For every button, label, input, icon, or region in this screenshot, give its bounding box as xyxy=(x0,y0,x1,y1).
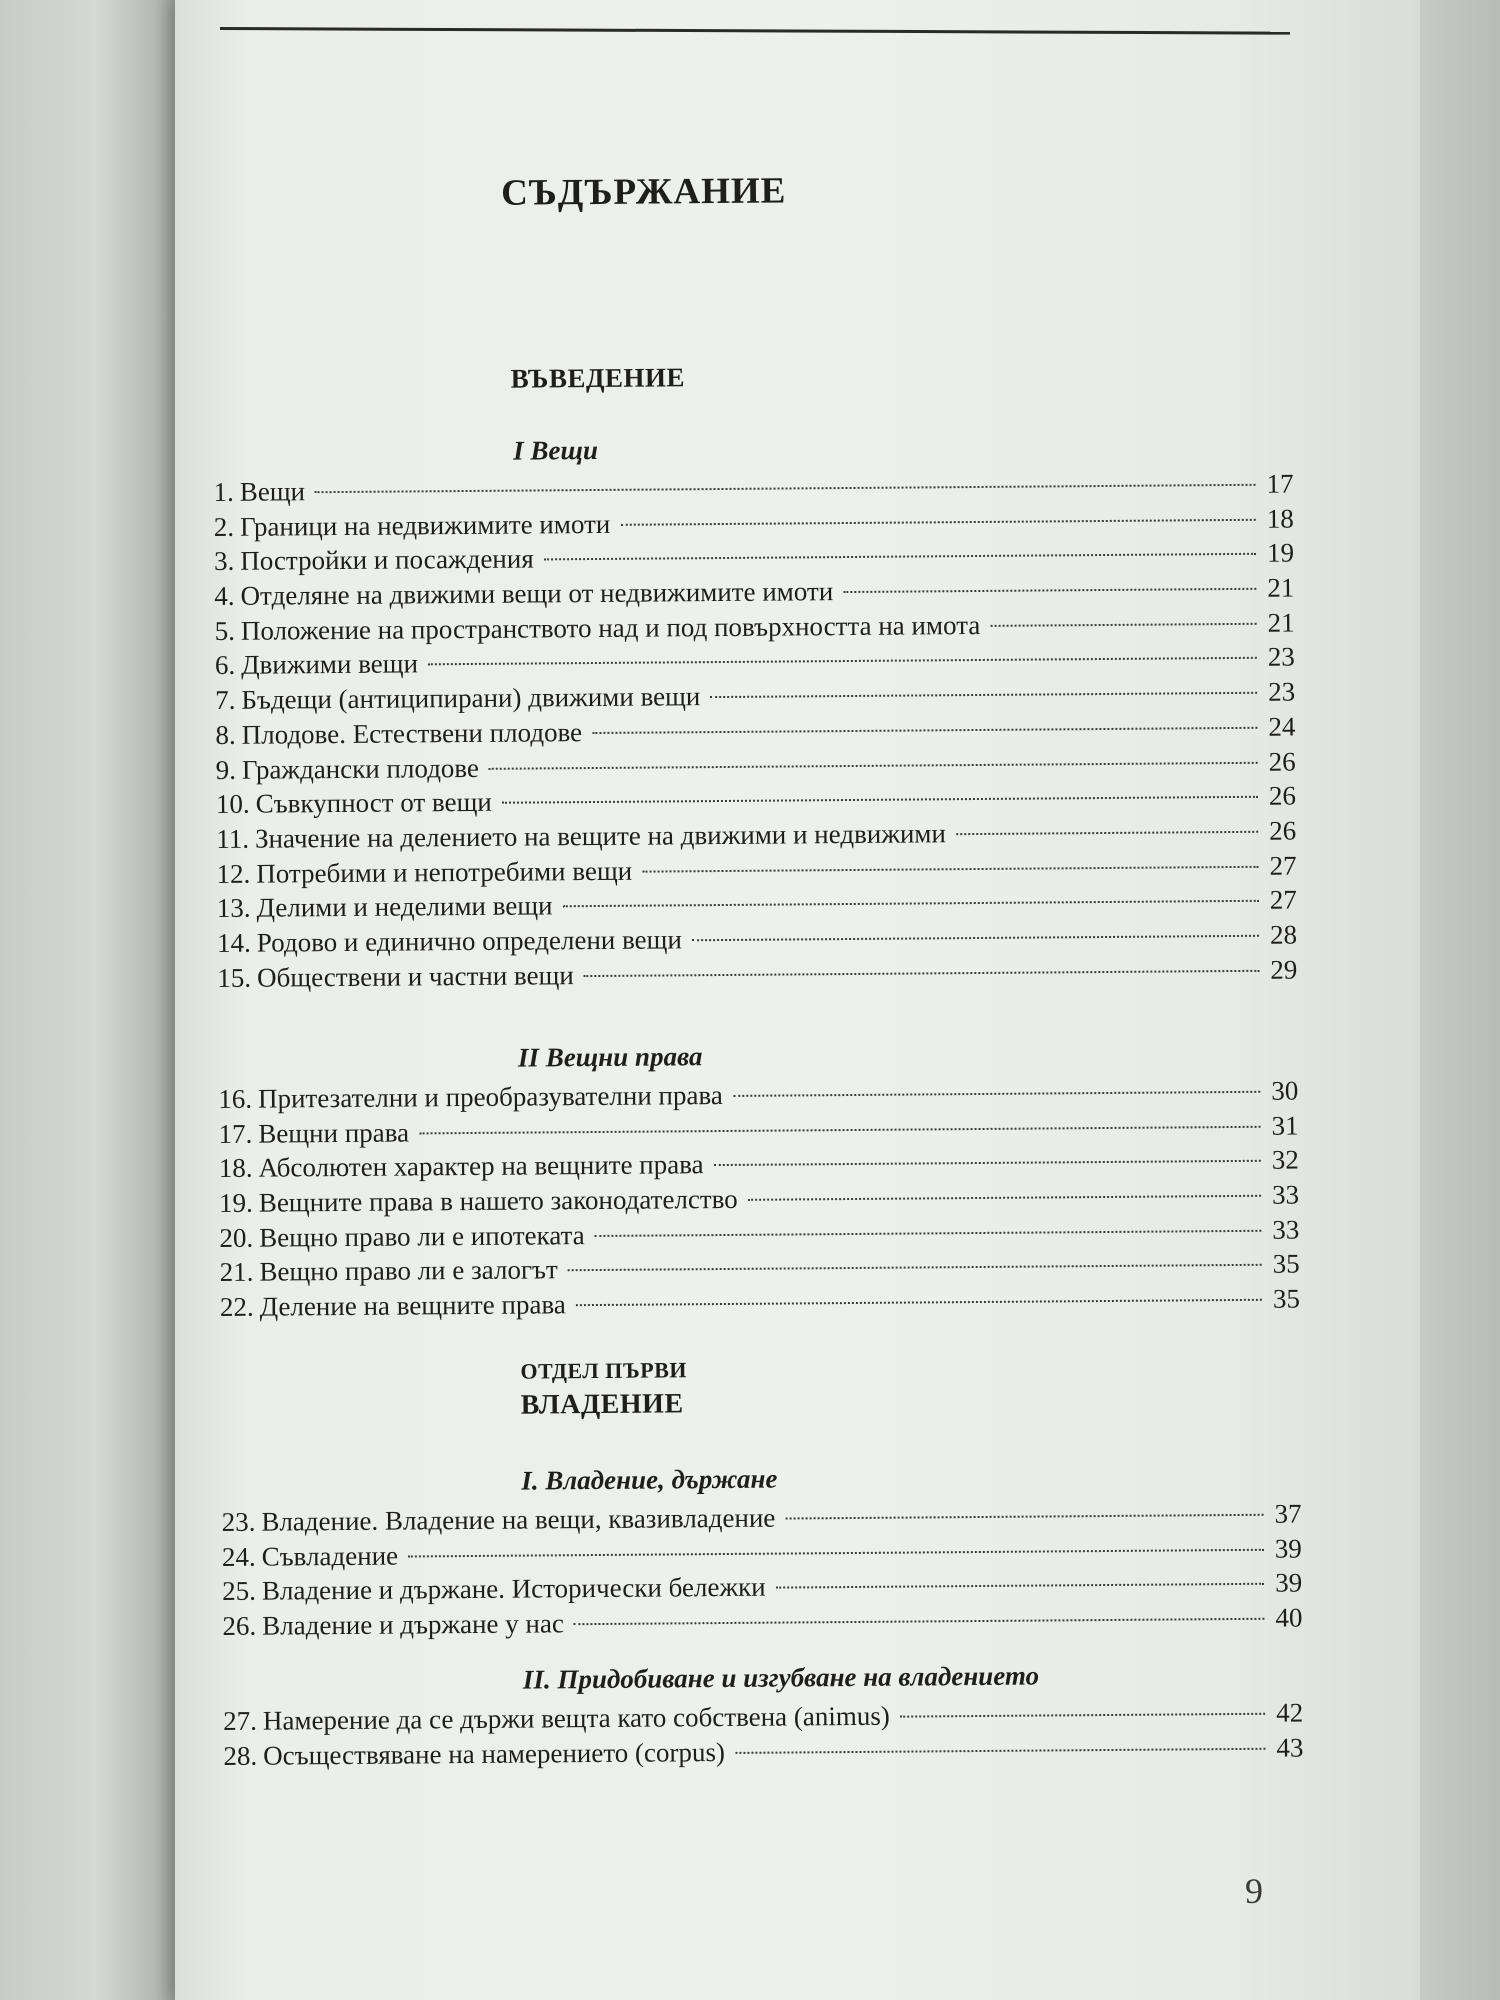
section-heading-real-rights: II Вещни права xyxy=(517,1041,703,1073)
entry-page: 35 xyxy=(1272,1248,1300,1280)
entry-title: Вещно право ли е ипотеката xyxy=(259,1219,585,1253)
dot-leader xyxy=(956,831,1258,835)
entry-title: Делими и неделими вещи xyxy=(256,890,553,923)
entry-title: Владение. Владение на вещи, квазивладение xyxy=(261,1502,776,1537)
entry-title: Вещи xyxy=(239,476,306,507)
background-surface xyxy=(1420,0,1500,2000)
toc-entry[interactable] xyxy=(217,952,1297,995)
entry-title: Вещните права в нашето законодателство xyxy=(258,1183,738,1218)
entry-number: 14. xyxy=(216,927,251,958)
dot-leader xyxy=(748,1195,1261,1201)
entry-page: 39 xyxy=(1274,1533,1302,1564)
toc-list-acquisition xyxy=(223,1695,1304,1773)
dot-leader xyxy=(428,657,1257,666)
entry-number: 20. xyxy=(219,1222,254,1253)
entry-number: 3. xyxy=(213,546,235,577)
dot-leader xyxy=(843,588,1256,593)
entry-title: Отделяне на движими вещи от недвижимите имоти xyxy=(240,576,834,611)
entry-page: 17 xyxy=(1266,468,1294,499)
dot-leader xyxy=(595,1230,1262,1237)
toc-entry[interactable] xyxy=(222,1601,1302,1644)
entry-title: Деление на вещните права xyxy=(259,1289,566,1322)
entry-page: 23 xyxy=(1267,641,1295,673)
entry-page: 18 xyxy=(1266,503,1294,534)
entry-number: 21. xyxy=(219,1257,254,1288)
entry-number: 12. xyxy=(216,858,251,889)
entry-number: 1. xyxy=(213,476,234,507)
dot-leader xyxy=(502,796,1258,804)
page-number: 9 xyxy=(1245,1871,1263,1911)
entry-number: 17. xyxy=(218,1118,253,1149)
entry-title: Намерение да се държи вещта като собствена (animus) xyxy=(262,1700,890,1736)
entry-title: Притезателни и преобразувателни права xyxy=(257,1080,723,1114)
section-heading-acquisition: II. Придобиване и изгубване на владението xyxy=(522,1660,1040,1695)
dot-leader xyxy=(776,1583,1265,1589)
entry-title: Вещни права xyxy=(258,1117,410,1149)
dot-leader xyxy=(714,1160,1261,1166)
entry-page: 35 xyxy=(1272,1283,1301,1314)
entry-page: 27 xyxy=(1269,850,1297,881)
header-rule xyxy=(220,27,1290,35)
entry-number: 27. xyxy=(223,1705,258,1736)
table-of-contents xyxy=(211,162,1305,1930)
dot-leader xyxy=(592,727,1257,734)
entry-title: Владение и държане. Исторически бележки xyxy=(261,1572,766,1607)
entry-page: 26 xyxy=(1268,780,1297,811)
dot-leader xyxy=(642,865,1258,872)
dot-leader xyxy=(733,1091,1260,1097)
dot-leader xyxy=(576,1299,1262,1306)
left-page-edge xyxy=(0,0,175,2000)
entry-number: 18. xyxy=(218,1153,253,1184)
entry-number: 4. xyxy=(214,580,235,612)
toc-list-real-rights xyxy=(218,1073,1300,1324)
entry-number: 28. xyxy=(223,1740,258,1771)
toc-list-possession xyxy=(221,1496,1302,1643)
entry-page: 30 xyxy=(1271,1075,1299,1106)
entry-number: 22. xyxy=(219,1291,254,1323)
entry-page: 39 xyxy=(1275,1567,1303,1599)
entry-number: 26. xyxy=(222,1610,257,1642)
section-heading-possession: I. Владение, държане xyxy=(521,1463,778,1496)
entry-number: 23. xyxy=(221,1506,256,1537)
entry-title: Граници на недвижимите имоти xyxy=(239,508,611,542)
dot-leader xyxy=(692,935,1259,941)
entry-number: 7. xyxy=(215,684,236,716)
entry-title: Съвладение xyxy=(261,1540,399,1572)
bleed-through-mark: · xyxy=(159,300,167,325)
entry-page: 33 xyxy=(1271,1179,1300,1210)
dot-leader xyxy=(489,761,1258,769)
dot-leader xyxy=(315,484,1256,493)
page-title: СЪДЪРЖАНИЕ xyxy=(501,170,787,214)
entry-number: 6. xyxy=(214,650,236,681)
entry-page: 31 xyxy=(1271,1110,1299,1141)
entry-number: 15. xyxy=(217,962,252,993)
toc-entry[interactable] xyxy=(220,1282,1300,1325)
entry-number: 2. xyxy=(213,511,235,542)
entry-title: Абсолютен характер на вещните права xyxy=(258,1149,704,1184)
entry-page: 26 xyxy=(1268,745,1296,777)
entry-number: 9. xyxy=(215,754,237,785)
entry-title: Значение на делението на вещите на движими и недвижими xyxy=(254,818,947,854)
entry-title: Плодове. Естествени плодове xyxy=(241,716,583,750)
toc-entry[interactable] xyxy=(223,1730,1303,1773)
entry-number: 11. xyxy=(216,823,250,854)
entry-number: 13. xyxy=(216,892,251,924)
entry-page: 27 xyxy=(1269,884,1297,915)
entry-number: 25. xyxy=(222,1576,257,1607)
entry-page: 24 xyxy=(1268,711,1296,742)
dot-leader xyxy=(900,1713,1265,1718)
division-label: ОТДЕЛ ПЪРВИ xyxy=(520,1357,688,1384)
dot-leader xyxy=(568,1264,1262,1271)
entry-title: Постройки и посаждения xyxy=(240,543,534,577)
entry-title: Съвкупност от вещи xyxy=(255,787,492,819)
entry-title: Потребими и непотребими вещи xyxy=(256,855,633,889)
entry-number: 24. xyxy=(221,1541,256,1572)
dot-leader xyxy=(990,623,1256,627)
entry-page: 19 xyxy=(1266,537,1295,569)
entry-number: 8. xyxy=(215,719,236,750)
entry-page: 21 xyxy=(1267,607,1295,638)
entry-title: Родово и единично определени вещи xyxy=(256,924,682,958)
dot-leader xyxy=(710,692,1257,698)
entry-page: 21 xyxy=(1267,572,1295,603)
section-heading-things: I Вещи xyxy=(513,434,599,466)
entry-page: 40 xyxy=(1275,1602,1303,1633)
entry-page: 23 xyxy=(1268,676,1296,707)
entry-title: Вещно право ли е залогът xyxy=(259,1254,558,1288)
entry-title: Положение на пространството над и под повърхността на имота xyxy=(240,609,981,646)
entry-title: Граждански плодове xyxy=(241,752,480,785)
dot-leader xyxy=(584,969,1260,976)
dot-leader xyxy=(574,1618,1265,1625)
dot-leader xyxy=(620,518,1255,525)
dot-leader xyxy=(408,1548,1264,1557)
entry-title: Владение и държане у нас xyxy=(262,1608,565,1641)
dot-leader xyxy=(544,553,1256,561)
entry-title: Осъществяване на намерението (corpus) xyxy=(263,1736,726,1771)
entry-page: 29 xyxy=(1270,954,1298,985)
dot-leader xyxy=(785,1514,1263,1520)
entry-page: 42 xyxy=(1276,1697,1304,1728)
entry-title: Движими вещи xyxy=(241,648,419,681)
entry-page: 28 xyxy=(1269,919,1298,950)
entry-number: 16. xyxy=(218,1083,253,1114)
entry-number: 10. xyxy=(215,788,250,820)
toc-list-things xyxy=(213,467,1297,996)
division-title: ВЛАДЕНИЕ xyxy=(520,1388,684,1421)
entry-number: 5. xyxy=(214,615,235,646)
dot-leader xyxy=(563,900,1259,907)
entry-title: Бъдещи (антиципирани) движими вещи xyxy=(241,681,701,715)
book-page xyxy=(175,0,1420,2000)
entry-title: Обществени и частни вещи xyxy=(256,959,574,993)
entry-page: 37 xyxy=(1274,1498,1302,1529)
entry-page: 26 xyxy=(1269,815,1297,846)
part-title: ВЪВЕДЕНИЕ xyxy=(510,362,686,394)
entry-page: 43 xyxy=(1276,1732,1304,1763)
entry-page: 33 xyxy=(1272,1214,1300,1245)
entry-number: 19. xyxy=(218,1187,253,1219)
dot-leader xyxy=(419,1125,1260,1134)
dot-leader xyxy=(735,1747,1265,1753)
entry-page: 32 xyxy=(1271,1144,1299,1176)
